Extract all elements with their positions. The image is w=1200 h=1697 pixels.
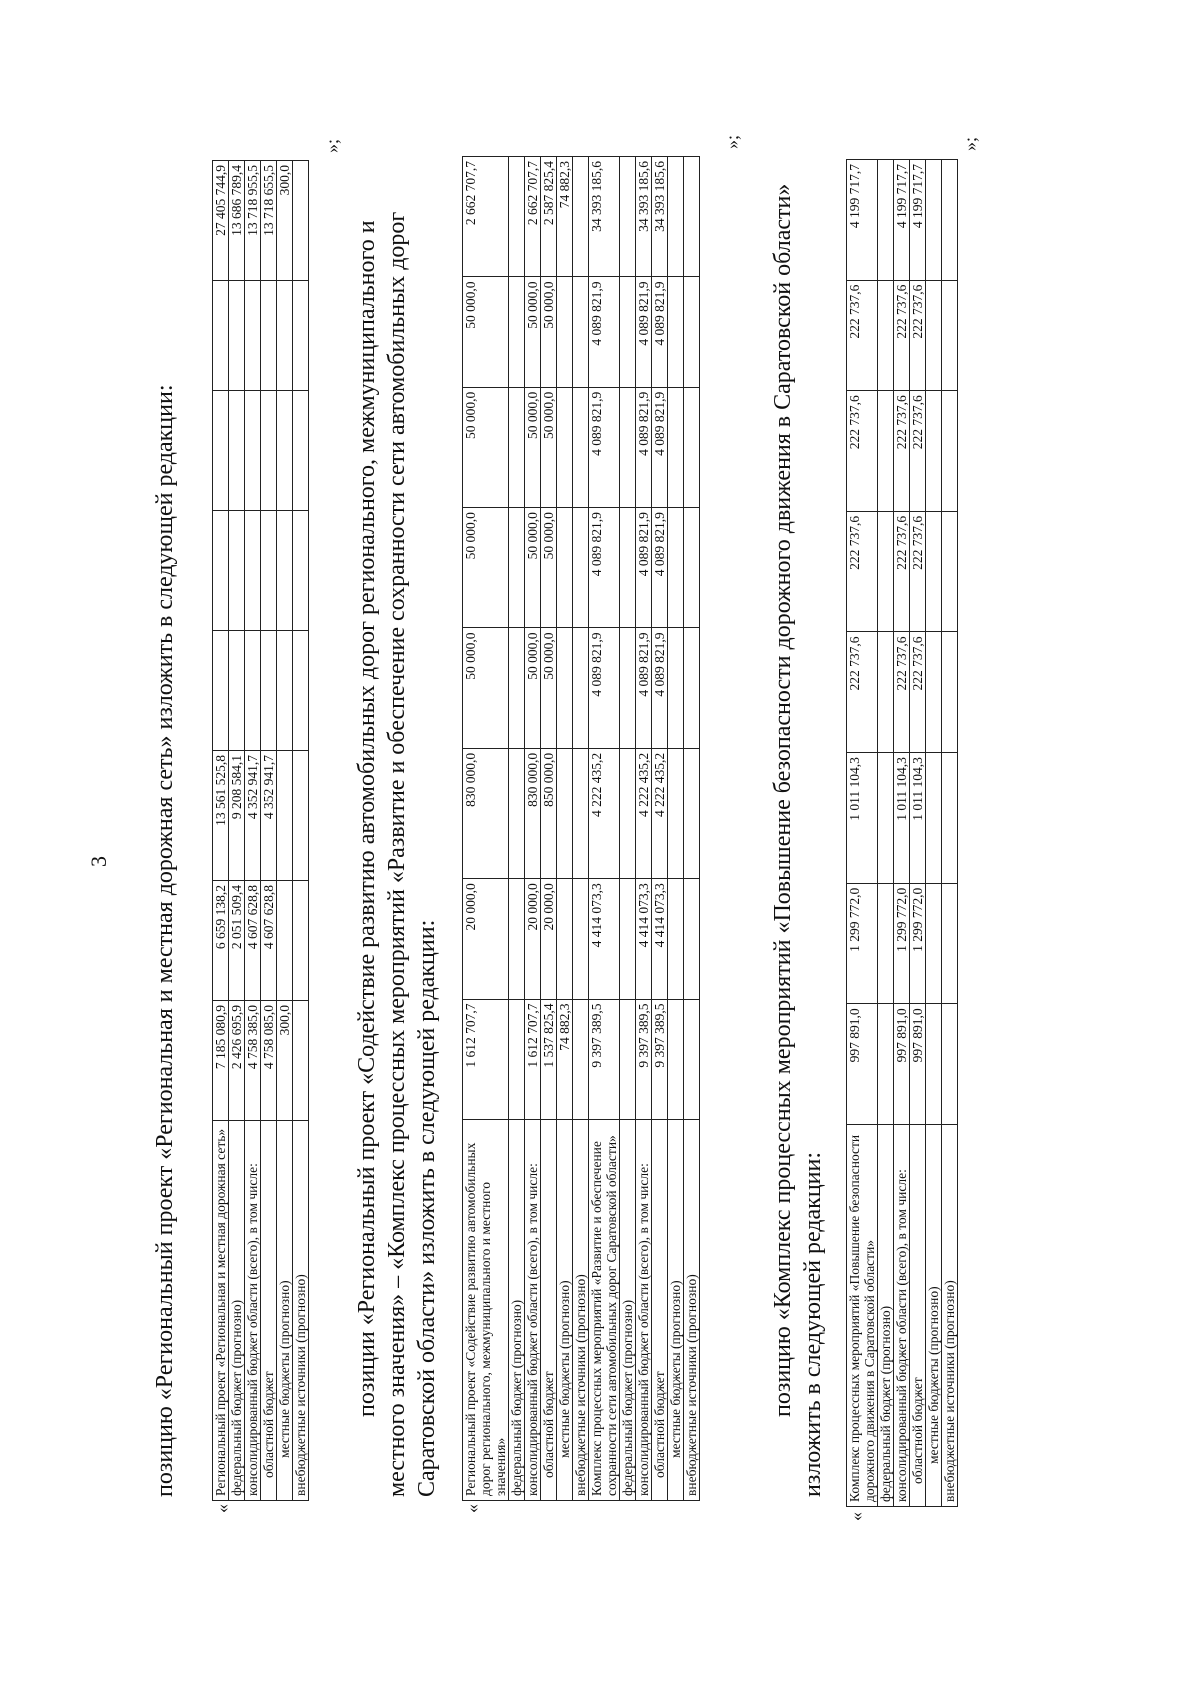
row-label: местные бюджеты (прогнозно): [926, 1125, 942, 1507]
value-cell: 4 758 085,0: [261, 1001, 277, 1121]
table-row: [589, 157, 620, 1501]
value-cell: 50 000,0: [541, 387, 557, 507]
value-cell: [293, 751, 309, 881]
table-row: [509, 157, 525, 1501]
value-cell: [277, 751, 293, 881]
value-cell: 1 011 104,3: [847, 753, 878, 884]
table-row: [878, 160, 894, 1507]
value-cell: [293, 391, 309, 511]
value-cell: [684, 748, 700, 878]
value-cell: 222 737,6: [910, 511, 926, 632]
value-cell: [926, 883, 942, 1004]
value-cell: 34 393 185,6: [652, 157, 668, 277]
value-cell: [509, 879, 525, 999]
value-cell: 34 393 185,6: [636, 157, 652, 277]
value-cell: 1 612 707,7: [463, 999, 509, 1119]
table-row: [229, 161, 245, 1501]
table-row: [541, 157, 557, 1501]
row-label: местные бюджеты (прогнозно): [277, 1121, 293, 1501]
value-cell: 222 737,6: [847, 511, 878, 632]
value-cell: [293, 161, 309, 281]
value-cell: [245, 511, 261, 631]
value-cell: [878, 391, 894, 512]
value-cell: [509, 999, 525, 1119]
value-cell: [509, 628, 525, 748]
value-cell: 1 612 707,7: [525, 999, 541, 1119]
table-row: [261, 161, 277, 1501]
value-cell: [878, 753, 894, 884]
value-cell: [942, 632, 958, 753]
value-cell: [926, 753, 942, 884]
value-cell: [668, 277, 684, 387]
value-cell: 4 199 717,7: [847, 160, 878, 281]
value-cell: 2 662 707,7: [525, 157, 541, 277]
value-cell: [509, 508, 525, 628]
value-cell: 1 537 825,4: [541, 999, 557, 1119]
value-cell: 4 414 073,3: [589, 879, 620, 999]
value-cell: 27 405 744,9: [213, 161, 229, 281]
value-cell: [620, 879, 636, 999]
value-cell: [573, 879, 589, 999]
value-cell: [557, 748, 573, 878]
value-cell: [293, 631, 309, 751]
value-cell: 9 397 389,5: [589, 999, 620, 1119]
section3-intro: позицию «Комплекс процессных мероприятий «Повышение безопасности дорожного движения в Саратовской области» изложить в следующей редакции:: [770, 183, 826, 1497]
value-cell: 4 758 385,0: [245, 1001, 261, 1121]
value-cell: 4 089 821,9: [652, 508, 668, 628]
value-cell: 74 882,3: [557, 999, 573, 1119]
value-cell: [557, 277, 573, 387]
row-label: Региональный проект «Региональная и местная дорожная сеть»: [213, 1121, 229, 1501]
value-cell: [620, 748, 636, 878]
table-row: [636, 157, 652, 1501]
row-label: федеральный бюджет (прогнозно): [509, 1119, 525, 1500]
value-cell: [573, 999, 589, 1119]
value-cell: [668, 508, 684, 628]
value-cell: [620, 999, 636, 1119]
value-cell: 13 718 655,5: [261, 161, 277, 281]
value-cell: [942, 391, 958, 512]
value-cell: [878, 632, 894, 753]
table-row: [652, 157, 668, 1501]
value-cell: [293, 281, 309, 391]
row-label: консолидированный бюджет области (всего), в том числе:: [525, 1119, 541, 1500]
value-cell: [684, 157, 700, 277]
value-cell: [213, 631, 229, 751]
value-cell: [926, 391, 942, 512]
row-label: федеральный бюджет (прогнозно): [229, 1121, 245, 1501]
value-cell: 50 000,0: [525, 628, 541, 748]
value-cell: [942, 280, 958, 391]
value-cell: 300,0: [277, 1001, 293, 1121]
value-cell: 1 011 104,3: [910, 753, 926, 884]
value-cell: [293, 881, 309, 1001]
value-cell: 20 000,0: [525, 879, 541, 999]
value-cell: [684, 628, 700, 748]
value-cell: 997 891,0: [894, 1004, 910, 1125]
value-cell: 13 561 525,8: [213, 751, 229, 881]
value-cell: [245, 281, 261, 391]
row-label: местные бюджеты (прогнозно): [668, 1119, 684, 1500]
value-cell: 50 000,0: [541, 628, 557, 748]
value-cell: 4 089 821,9: [652, 387, 668, 507]
value-cell: [573, 748, 589, 878]
value-cell: 222 737,6: [910, 280, 926, 391]
value-cell: 4 222 435,2: [636, 748, 652, 878]
value-cell: 2 587 825,4: [541, 157, 557, 277]
value-cell: 74 882,3: [557, 157, 573, 277]
table-row: [525, 157, 541, 1501]
table-row: [620, 157, 636, 1501]
value-cell: [509, 387, 525, 507]
value-cell: [293, 511, 309, 631]
row-label: внебюджетные источники (прогнозно): [942, 1125, 958, 1507]
table-row: [942, 160, 958, 1507]
section1-quote-open: «: [212, 1504, 232, 1513]
value-cell: 830 000,0: [525, 748, 541, 878]
value-cell: 4 199 717,7: [910, 160, 926, 281]
value-cell: 4 089 821,9: [589, 628, 620, 748]
value-cell: 1 299 772,0: [847, 883, 878, 1004]
value-cell: [573, 387, 589, 507]
value-cell: 9 208 584,1: [229, 751, 245, 881]
row-label: областной бюджет: [261, 1121, 277, 1501]
value-cell: 50 000,0: [463, 628, 509, 748]
value-cell: 222 737,6: [847, 391, 878, 512]
value-cell: 4 414 073,3: [652, 879, 668, 999]
value-cell: 222 737,6: [847, 280, 878, 391]
value-cell: 1 299 772,0: [894, 883, 910, 1004]
value-cell: [245, 631, 261, 751]
value-cell: 4 352 941,7: [245, 751, 261, 881]
row-label: консолидированный бюджет области (всего), в том числе:: [894, 1125, 910, 1507]
value-cell: [277, 281, 293, 391]
value-cell: [557, 508, 573, 628]
value-cell: [557, 628, 573, 748]
section2-intro: позиции «Региональный проект «Содействие развитию автомобильных дорог регионального, межмуниципального и местного значения» – «Комплекс процессных мероприятий «Развитие и обеспечение сохранности сети автомобильных дорог Саратовской области» изложить в следующей редакции:: [354, 211, 440, 1497]
value-cell: 13 718 955,5: [245, 161, 261, 281]
value-cell: [684, 879, 700, 999]
value-cell: [926, 160, 942, 281]
row-label: внебюджетные источники (прогнозно): [293, 1121, 309, 1501]
value-cell: [557, 879, 573, 999]
value-cell: 4 352 941,7: [261, 751, 277, 881]
value-cell: 20 000,0: [541, 879, 557, 999]
value-cell: [229, 511, 245, 631]
value-cell: 4 222 435,2: [652, 748, 668, 878]
value-cell: 50 000,0: [525, 508, 541, 628]
value-cell: [213, 281, 229, 391]
value-cell: [684, 999, 700, 1119]
value-cell: 4 089 821,9: [589, 277, 620, 387]
value-cell: 1 011 104,3: [894, 753, 910, 884]
value-cell: [620, 277, 636, 387]
value-cell: 7 185 080,9: [213, 1001, 229, 1121]
value-cell: [277, 881, 293, 1001]
value-cell: 4 089 821,9: [636, 508, 652, 628]
value-cell: 50 000,0: [463, 508, 509, 628]
value-cell: [229, 281, 245, 391]
value-cell: [668, 879, 684, 999]
value-cell: [245, 391, 261, 511]
value-cell: [573, 277, 589, 387]
value-cell: [509, 277, 525, 387]
section3-quote-open: «: [846, 1512, 866, 1521]
value-cell: [573, 508, 589, 628]
value-cell: 4 089 821,9: [636, 387, 652, 507]
row-label: внебюджетные источники (прогнозно): [684, 1119, 700, 1500]
value-cell: [261, 631, 277, 751]
value-cell: [213, 511, 229, 631]
value-cell: 2 426 695,9: [229, 1001, 245, 1121]
page-number: 3: [86, 856, 111, 867]
value-cell: 300,0: [277, 161, 293, 281]
value-cell: [878, 511, 894, 632]
value-cell: 50 000,0: [525, 387, 541, 507]
value-cell: 9 397 389,5: [636, 999, 652, 1119]
value-cell: [926, 632, 942, 753]
row-label: федеральный бюджет (прогнозно): [878, 1125, 894, 1507]
value-cell: [293, 1001, 309, 1121]
value-cell: 4 089 821,9: [589, 508, 620, 628]
value-cell: 13 686 789,4: [229, 161, 245, 281]
table-row: [245, 161, 261, 1501]
value-cell: [277, 391, 293, 511]
value-cell: [213, 391, 229, 511]
value-cell: 850 000,0: [541, 748, 557, 878]
value-cell: [277, 631, 293, 751]
budget-table-regional-road-network: [212, 160, 309, 1501]
table-row: [277, 161, 293, 1501]
value-cell: 4 607 628,8: [245, 881, 261, 1001]
value-cell: [620, 628, 636, 748]
value-cell: [620, 508, 636, 628]
row-label: консолидированный бюджет области (всего), в том числе:: [245, 1121, 261, 1501]
budget-table-road-development: [462, 156, 700, 1501]
value-cell: 997 891,0: [847, 1004, 878, 1125]
value-cell: [926, 1004, 942, 1125]
value-cell: 4 089 821,9: [652, 628, 668, 748]
value-cell: 2 051 509,4: [229, 881, 245, 1001]
value-cell: 9 397 389,5: [652, 999, 668, 1119]
value-cell: 222 737,6: [910, 632, 926, 753]
value-cell: [942, 1004, 958, 1125]
value-cell: [229, 631, 245, 751]
section2-quote-close: »;: [722, 134, 742, 149]
table-row: [926, 160, 942, 1507]
value-cell: [668, 999, 684, 1119]
row-label: Комплекс процессных мероприятий «Повышение безопасности дорожного движения в Саратовской области»: [847, 1125, 878, 1507]
value-cell: 997 891,0: [910, 1004, 926, 1125]
value-cell: [277, 511, 293, 631]
section2-quote-open: «: [462, 1504, 482, 1513]
table-row: [293, 161, 309, 1501]
value-cell: 4 607 628,8: [261, 881, 277, 1001]
value-cell: 222 737,6: [894, 391, 910, 512]
value-cell: 20 000,0: [463, 879, 509, 999]
value-cell: 2 662 707,7: [463, 157, 509, 277]
table-row: [894, 160, 910, 1507]
value-cell: 34 393 185,6: [589, 157, 620, 277]
value-cell: [878, 883, 894, 1004]
table-row: [668, 157, 684, 1501]
table-row: [463, 157, 509, 1501]
section1-quote-close: »;: [322, 138, 342, 153]
value-cell: 222 737,6: [894, 280, 910, 391]
value-cell: [229, 391, 245, 511]
value-cell: [878, 280, 894, 391]
row-label: областной бюджет: [541, 1119, 557, 1500]
value-cell: [684, 508, 700, 628]
value-cell: [509, 157, 525, 277]
value-cell: 4 414 073,3: [636, 879, 652, 999]
value-cell: [557, 387, 573, 507]
section1-intro: позицию «Региональный проект «Региональная и местная дорожная сеть» изложить в следующей редакции:: [152, 384, 178, 1497]
value-cell: 222 737,6: [894, 511, 910, 632]
value-cell: [926, 511, 942, 632]
value-cell: [261, 281, 277, 391]
row-label: консолидированный бюджет области (всего), в том числе:: [636, 1119, 652, 1500]
value-cell: 4 089 821,9: [589, 387, 620, 507]
value-cell: 4 089 821,9: [636, 277, 652, 387]
table-row: [910, 160, 926, 1507]
value-cell: 4 199 717,7: [894, 160, 910, 281]
row-label: внебюджетные источники (прогнозно): [573, 1119, 589, 1500]
table-row: [684, 157, 700, 1501]
value-cell: [668, 387, 684, 507]
value-cell: [620, 157, 636, 277]
row-label: местные бюджеты (прогнозно): [557, 1119, 573, 1500]
value-cell: 6 659 138,2: [213, 881, 229, 1001]
value-cell: 222 737,6: [894, 632, 910, 753]
row-label: областной бюджет: [910, 1125, 926, 1507]
row-label: федеральный бюджет (прогнозно): [620, 1119, 636, 1500]
value-cell: [573, 628, 589, 748]
value-cell: [668, 628, 684, 748]
value-cell: [684, 277, 700, 387]
value-cell: 50 000,0: [541, 508, 557, 628]
value-cell: [942, 160, 958, 281]
table-row: [557, 157, 573, 1501]
value-cell: 50 000,0: [463, 387, 509, 507]
section3-quote-close: »;: [960, 136, 980, 151]
row-label: Комплекс процессных мероприятий «Развитие и обеспечение сохранности сети автомобильных дорог Саратовской области»: [589, 1119, 620, 1500]
value-cell: 222 737,6: [847, 632, 878, 753]
budget-table-road-safety: [846, 159, 958, 1507]
value-cell: [509, 748, 525, 878]
value-cell: [573, 157, 589, 277]
value-cell: [668, 748, 684, 878]
value-cell: [926, 280, 942, 391]
value-cell: 50 000,0: [541, 277, 557, 387]
table-row: [213, 161, 229, 1501]
value-cell: [878, 160, 894, 281]
value-cell: [620, 387, 636, 507]
value-cell: 50 000,0: [463, 277, 509, 387]
value-cell: 222 737,6: [910, 391, 926, 512]
row-label: областной бюджет: [652, 1119, 668, 1500]
value-cell: [684, 387, 700, 507]
table-row: [573, 157, 589, 1501]
row-label: Региональный проект «Содействие развитию автомобильных дорог регионального, межмуниципального и местного значения»: [463, 1119, 509, 1500]
value-cell: 4 089 821,9: [636, 628, 652, 748]
value-cell: [942, 511, 958, 632]
value-cell: 830 000,0: [463, 748, 509, 878]
value-cell: 4 089 821,9: [652, 277, 668, 387]
value-cell: [942, 883, 958, 1004]
value-cell: [261, 511, 277, 631]
value-cell: [942, 753, 958, 884]
value-cell: [878, 1004, 894, 1125]
value-cell: [261, 391, 277, 511]
table-row: [847, 160, 878, 1507]
value-cell: 4 222 435,2: [589, 748, 620, 878]
value-cell: 1 299 772,0: [910, 883, 926, 1004]
value-cell: [668, 157, 684, 277]
value-cell: 50 000,0: [525, 277, 541, 387]
